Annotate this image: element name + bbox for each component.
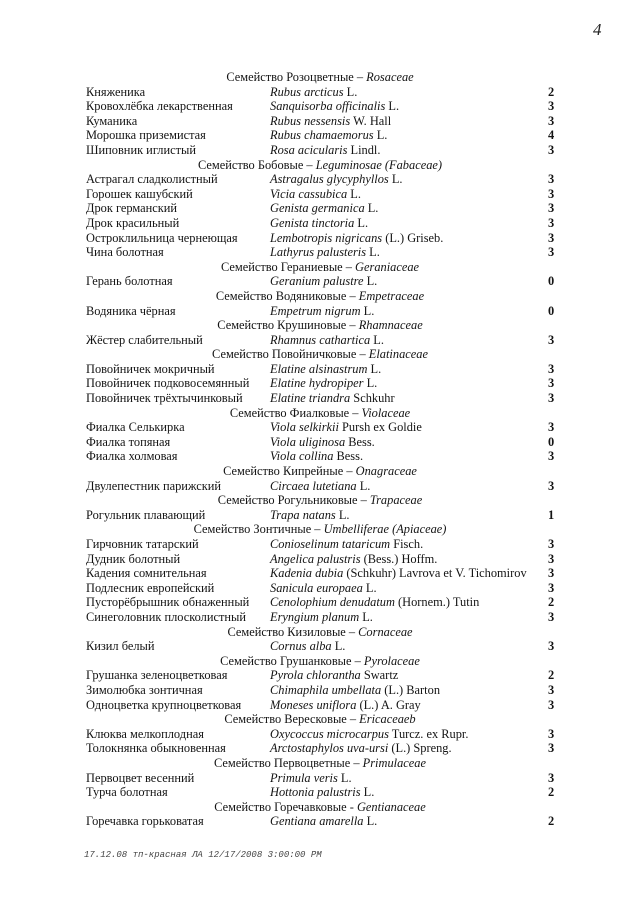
species-row bbox=[0, 566, 640, 581]
species-name-ru: Горошек кашубский bbox=[86, 186, 193, 201]
latin-binomial: Chimaphila umbellata bbox=[270, 682, 382, 697]
author-citation: L. bbox=[356, 478, 371, 493]
author-citation: L. bbox=[331, 639, 346, 654]
species-name-lat bbox=[270, 698, 421, 713]
family-name-ru: Семейство Повойничковые – bbox=[212, 347, 369, 362]
species-row bbox=[0, 216, 640, 231]
family-heading bbox=[0, 464, 640, 479]
species-row bbox=[0, 595, 640, 610]
species-name-lat bbox=[270, 552, 437, 567]
species-row bbox=[0, 420, 640, 435]
family-heading bbox=[0, 70, 640, 85]
species-row bbox=[0, 814, 640, 829]
latin-binomial: Kadenia dubia bbox=[270, 566, 344, 581]
family-name-ru: Семейство Кипрейные – bbox=[223, 464, 356, 479]
family-heading bbox=[0, 158, 640, 173]
family-name-ru: Семейство Гераниевые – bbox=[220, 259, 356, 274]
species-name-ru: Зимолюбка зонтичная bbox=[86, 682, 203, 697]
species-name-ru: Клюква мелкоплодная bbox=[86, 726, 204, 741]
latin-binomial: Empetrum nigrum bbox=[270, 303, 361, 318]
family-name-ru: Семейство Фиалковые – bbox=[229, 405, 362, 420]
latin-binomial: Viola collina bbox=[270, 449, 334, 464]
author-citation: L. bbox=[360, 785, 375, 800]
species-name-lat bbox=[270, 683, 440, 698]
species-row bbox=[0, 362, 640, 377]
species-row bbox=[0, 741, 640, 756]
rarity-category: 3 bbox=[548, 566, 555, 581]
latin-binomial: Oxycoccus microcarpus bbox=[270, 726, 389, 741]
author-citation: Bess. bbox=[333, 449, 364, 464]
species-name-ru: Дудник болотный bbox=[86, 551, 181, 566]
author-citation: Schkuhr bbox=[350, 391, 395, 406]
rarity-category: 2 bbox=[548, 84, 555, 99]
species-name-ru: Первоцвет весенний bbox=[86, 770, 195, 785]
author-citation: L. bbox=[354, 215, 369, 230]
species-name-ru: Грушанка зеленоцветковая bbox=[86, 668, 228, 683]
author-citation: Pursh ex Goldie bbox=[338, 420, 422, 435]
latin-binomial: Circaea lutetiana bbox=[270, 478, 357, 493]
author-citation: L. bbox=[364, 201, 379, 216]
species-name-ru: Куманика bbox=[86, 113, 138, 128]
species-name-ru: Водяника чёрная bbox=[86, 303, 176, 318]
author-citation: (L.) A. Gray bbox=[356, 697, 421, 712]
family-name-ru: Семейство Зонтичные – bbox=[193, 522, 324, 537]
author-citation: L. bbox=[337, 770, 352, 785]
family-name-lat: Ericaceaeb bbox=[359, 712, 416, 727]
species-name-ru: Толокнянка обыкновенная bbox=[86, 741, 226, 756]
species-row bbox=[0, 187, 640, 202]
rarity-category: 2 bbox=[548, 814, 555, 829]
family-heading bbox=[0, 712, 640, 727]
author-citation: Turcz. ex Rupr. bbox=[388, 726, 469, 741]
species-name-ru: Синеголовник плосколистный bbox=[86, 609, 246, 624]
species-row bbox=[0, 172, 640, 187]
family-heading bbox=[0, 289, 640, 304]
family-name-lat: Trapaceae bbox=[369, 493, 423, 508]
author-citation: (Hornem.) Tutin bbox=[394, 595, 480, 610]
rarity-category: 2 bbox=[548, 668, 555, 683]
species-name-ru: Остроклильница чернеющая bbox=[86, 230, 238, 245]
family-name-lat: Umbelliferae (Apiaceae) bbox=[323, 522, 447, 537]
latin-binomial: Conioselinum tataricum bbox=[270, 537, 391, 551]
family-name-ru: Семейство Первоцветные – bbox=[214, 755, 363, 770]
latin-binomial: Elatine alsinastrum bbox=[270, 361, 368, 376]
latin-binomial: Rubus arcticus bbox=[270, 84, 344, 99]
rarity-category: 3 bbox=[548, 420, 555, 435]
species-name-lat bbox=[270, 274, 377, 289]
species-name-ru: Горечавка горьковатая bbox=[86, 814, 204, 829]
species-row bbox=[0, 537, 640, 552]
species-name-ru: Фиалка топяная bbox=[86, 434, 171, 449]
species-name-lat bbox=[270, 420, 422, 435]
latin-binomial: Trapa natans bbox=[270, 507, 336, 522]
species-name-lat bbox=[270, 449, 363, 464]
latin-binomial: Lathyrus palusteris bbox=[270, 245, 367, 260]
author-citation: (L.) Spreng. bbox=[388, 741, 452, 756]
family-heading bbox=[0, 800, 640, 815]
species-name-ru: Дрок красильный bbox=[86, 215, 180, 230]
author-citation: L. bbox=[347, 186, 361, 201]
rarity-category: 3 bbox=[548, 726, 555, 741]
species-name-ru: Одноцветка крупноцветковая bbox=[86, 697, 242, 712]
species-name-ru: Кадения сомнительная bbox=[86, 566, 207, 581]
species-name-ru: Пусторёбрышник обнаженный bbox=[86, 595, 250, 610]
species-name-ru: Кровохлёбка лекарственная bbox=[86, 99, 233, 114]
species-name-ru: Рогульник плавающий bbox=[86, 507, 206, 522]
author-citation: Bess. bbox=[345, 434, 375, 449]
species-name-ru: Двулепестник парижский bbox=[86, 478, 222, 493]
species-name-lat bbox=[270, 362, 381, 377]
species-row bbox=[0, 201, 640, 216]
rarity-category: 3 bbox=[548, 245, 555, 260]
species-name-ru: Гирчовник татарский bbox=[86, 537, 199, 551]
latin-binomial: Hottonia palustris bbox=[270, 785, 361, 800]
family-name-ru: Семейство Кизиловые – bbox=[227, 624, 359, 639]
species-row bbox=[0, 245, 640, 260]
latin-binomial: Rosa acicularis bbox=[270, 142, 348, 157]
author-citation: L. bbox=[366, 245, 380, 260]
species-name-lat bbox=[270, 814, 377, 829]
species-name-ru: Дрок германский bbox=[86, 201, 178, 216]
latin-binomial: Cornus alba bbox=[270, 639, 332, 654]
species-name-ru: Астрагал сладколистный bbox=[86, 172, 218, 187]
species-name-lat bbox=[270, 668, 398, 683]
family-name-ru: Семейство Рогульниковые – bbox=[217, 493, 370, 508]
latin-binomial: Viola uliginosa bbox=[270, 434, 346, 449]
species-name-lat bbox=[270, 479, 370, 494]
family-name-lat: Pyrolaceae bbox=[363, 653, 420, 668]
species-row bbox=[0, 435, 640, 450]
species-row bbox=[0, 610, 640, 625]
species-name-ru: Турча болотная bbox=[86, 785, 168, 800]
latin-binomial: Sanquisorba officinalis bbox=[270, 99, 386, 114]
species-row bbox=[0, 508, 640, 523]
rarity-category: 3 bbox=[548, 682, 555, 697]
author-citation: L. bbox=[360, 303, 375, 318]
species-name-lat bbox=[270, 216, 368, 231]
family-name-lat: Onagraceae bbox=[355, 464, 417, 479]
family-name-ru: Семейство Розоцветные – bbox=[226, 70, 367, 84]
species-row bbox=[0, 639, 640, 654]
rarity-category: 0 bbox=[548, 303, 555, 318]
family-heading bbox=[0, 654, 640, 669]
rarity-category: 3 bbox=[548, 361, 555, 376]
species-name-ru: Кизил белый bbox=[86, 639, 155, 654]
species-row bbox=[0, 391, 640, 406]
species-row bbox=[0, 581, 640, 596]
species-name-lat bbox=[270, 639, 345, 654]
latin-binomial: Lembotropis nigricans bbox=[270, 230, 383, 245]
latin-binomial: Arctostaphylos uva-ursi bbox=[270, 741, 389, 756]
latin-binomial: Geranium palustre bbox=[270, 274, 364, 289]
rarity-category: 3 bbox=[548, 537, 555, 551]
species-name-lat bbox=[270, 727, 468, 742]
species-name-lat bbox=[270, 595, 479, 610]
rarity-category: 3 bbox=[548, 186, 555, 201]
species-name-ru: Герань болотная bbox=[86, 274, 173, 289]
latin-binomial: Elatine triandra bbox=[270, 391, 351, 406]
author-citation: L. bbox=[363, 376, 378, 391]
species-name-lat bbox=[270, 741, 452, 756]
page-number: 4 bbox=[593, 20, 602, 39]
latin-binomial: Vicia cassubica bbox=[270, 186, 348, 201]
species-name-lat bbox=[270, 245, 380, 260]
species-name-ru: Фиалка холмовая bbox=[86, 449, 178, 464]
rarity-category: 2 bbox=[548, 595, 555, 610]
latin-binomial: Rubus nessensis bbox=[270, 113, 351, 128]
rarity-category: 0 bbox=[548, 434, 555, 449]
latin-binomial: Rubus chamaemorus bbox=[270, 128, 374, 143]
rarity-category: 3 bbox=[548, 215, 555, 230]
species-row bbox=[0, 668, 640, 683]
latin-binomial: Gentiana amarella bbox=[270, 814, 364, 829]
species-row bbox=[0, 785, 640, 800]
family-heading bbox=[0, 260, 640, 275]
author-citation: L. bbox=[363, 814, 378, 829]
rarity-category: 3 bbox=[548, 201, 555, 216]
author-citation: L. bbox=[370, 332, 384, 347]
species-name-ru: Княженика bbox=[86, 84, 146, 99]
species-row bbox=[0, 333, 640, 348]
author-citation: L. bbox=[343, 84, 358, 99]
species-name-ru: Повойничек мокричный bbox=[86, 361, 215, 376]
family-name-lat: Rosaceae bbox=[366, 70, 414, 84]
rarity-category: 3 bbox=[548, 142, 555, 157]
latin-binomial: Elatine hydropiper bbox=[270, 376, 364, 391]
species-name-lat bbox=[270, 85, 357, 100]
rarity-category: 3 bbox=[548, 609, 555, 624]
family-name-lat: Gentianaceae bbox=[356, 799, 426, 814]
species-name-ru: Морошка приземистая bbox=[86, 128, 206, 143]
species-name-lat bbox=[270, 187, 361, 202]
family-name-ru: Семейство Вересковые – bbox=[224, 712, 360, 727]
family-name-lat: Rhamnaceae bbox=[358, 318, 423, 333]
family-name-ru: Семейство Крушиновые – bbox=[217, 318, 359, 333]
author-citation: Lindl. bbox=[347, 142, 381, 157]
family-heading bbox=[0, 347, 640, 362]
latin-binomial: Eryngium planum bbox=[270, 609, 360, 624]
family-name-lat: Elatinaceae bbox=[368, 347, 428, 362]
species-row bbox=[0, 698, 640, 713]
species-row bbox=[0, 85, 640, 100]
author-citation: (Bess.) Hoffm. bbox=[360, 551, 438, 566]
rarity-category: 3 bbox=[548, 639, 555, 654]
author-citation: L. bbox=[367, 361, 382, 376]
rarity-category: 2 bbox=[548, 785, 555, 800]
rarity-category: 1 bbox=[548, 507, 555, 522]
rarity-category: 3 bbox=[548, 230, 555, 245]
rarity-category: 3 bbox=[548, 697, 555, 712]
species-row bbox=[0, 449, 640, 464]
species-list bbox=[0, 70, 640, 829]
rarity-category: 3 bbox=[548, 551, 555, 566]
species-row bbox=[0, 274, 640, 289]
family-name-lat: Primulaceae bbox=[362, 755, 426, 770]
family-name-lat: Geraniaceae bbox=[355, 259, 420, 274]
author-citation: (L.) Barton bbox=[381, 682, 441, 697]
family-name-lat: Cornaceae bbox=[358, 624, 413, 639]
author-citation: L. bbox=[359, 609, 373, 624]
latin-binomial: Genista germanica bbox=[270, 201, 365, 216]
family-heading bbox=[0, 625, 640, 640]
species-row bbox=[0, 114, 640, 129]
rarity-category: 3 bbox=[548, 113, 555, 128]
rarity-category: 3 bbox=[548, 741, 555, 756]
species-name-lat bbox=[270, 333, 384, 348]
species-row bbox=[0, 552, 640, 567]
species-name-ru: Повойничек трёхтычинковый bbox=[86, 391, 243, 406]
species-name-lat bbox=[270, 128, 387, 143]
rarity-category: 3 bbox=[548, 580, 555, 595]
author-citation: L. bbox=[362, 580, 377, 595]
rarity-category: 3 bbox=[548, 332, 555, 347]
rarity-category: 0 bbox=[548, 274, 555, 289]
species-name-lat bbox=[270, 610, 373, 625]
latin-binomial: Genista tinctoria bbox=[270, 215, 355, 230]
species-name-lat bbox=[270, 99, 399, 114]
species-name-ru: Повойничек подковосемянный bbox=[86, 376, 250, 391]
family-name-ru: Семейство Грушанковые – bbox=[220, 653, 364, 668]
species-row bbox=[0, 304, 640, 319]
latin-binomial: Angelica palustris bbox=[270, 551, 361, 566]
species-name-lat bbox=[270, 566, 527, 581]
family-name-lat: Violaceae bbox=[361, 405, 411, 420]
print-footer: 17.12.08 тп-красная ЛА 12/17/2008 3:00:00 PM bbox=[84, 850, 322, 860]
species-name-ru: Жёстер слабительный bbox=[86, 332, 203, 347]
latin-binomial: Rhamnus cathartica bbox=[270, 332, 371, 347]
family-name-ru: Семейство Бобовые – bbox=[197, 157, 316, 172]
species-row bbox=[0, 376, 640, 391]
latin-binomial: Astragalus glycyphyllos bbox=[270, 172, 389, 187]
latin-binomial: Cenolophium denudatum bbox=[270, 595, 395, 610]
family-heading bbox=[0, 493, 640, 508]
species-name-ru: Фиалка Селькирка bbox=[86, 420, 185, 435]
family-name-lat: Empetraceae bbox=[358, 288, 425, 303]
latin-binomial: Pyrola chlorantha bbox=[270, 668, 361, 683]
species-name-ru: Шиповник иглистый bbox=[86, 142, 196, 157]
species-name-lat bbox=[270, 231, 443, 246]
rarity-category: 3 bbox=[548, 478, 555, 493]
species-name-lat bbox=[270, 771, 352, 786]
species-row bbox=[0, 99, 640, 114]
species-row bbox=[0, 128, 640, 143]
author-citation: Fisch. bbox=[390, 537, 424, 551]
latin-binomial: Primula veris bbox=[270, 770, 338, 785]
rarity-category: 3 bbox=[548, 391, 555, 406]
species-row bbox=[0, 683, 640, 698]
species-name-lat bbox=[270, 201, 378, 216]
family-heading bbox=[0, 756, 640, 771]
species-name-lat bbox=[270, 508, 350, 523]
species-name-lat bbox=[270, 537, 423, 552]
species-name-lat bbox=[270, 172, 403, 187]
author-citation: L. bbox=[385, 99, 400, 114]
species-name-lat bbox=[270, 581, 377, 596]
author-citation: (L.) Griseb. bbox=[382, 230, 444, 245]
rarity-category: 3 bbox=[548, 376, 555, 391]
rarity-category: 3 bbox=[548, 99, 555, 114]
family-name-lat: Leguminosae (Fabaceae) bbox=[315, 157, 443, 172]
species-name-lat bbox=[270, 785, 374, 800]
species-name-ru: Чина болотная bbox=[86, 245, 164, 260]
latin-binomial: Sanicula europaea bbox=[270, 580, 363, 595]
author-citation: Swartz bbox=[360, 668, 399, 683]
species-name-ru: Подлесник европейский bbox=[86, 580, 215, 595]
family-name-ru: Семейство Горечавковые - bbox=[214, 799, 357, 814]
species-name-lat bbox=[270, 435, 375, 450]
latin-binomial: Moneses uniflora bbox=[270, 697, 357, 712]
author-citation: L. bbox=[363, 274, 378, 289]
species-name-lat bbox=[270, 304, 374, 319]
species-name-lat bbox=[270, 114, 391, 129]
rarity-category: 3 bbox=[548, 770, 555, 785]
species-name-lat bbox=[270, 143, 380, 158]
species-row bbox=[0, 727, 640, 742]
species-name-lat bbox=[270, 376, 377, 391]
family-heading bbox=[0, 318, 640, 333]
rarity-category: 3 bbox=[548, 172, 555, 187]
family-heading bbox=[0, 406, 640, 421]
author-citation: (Schkuhr) Lavrova et V. Tichomirov bbox=[343, 566, 527, 581]
species-row bbox=[0, 771, 640, 786]
latin-binomial: Viola selkirkii bbox=[270, 420, 339, 435]
rarity-category: 3 bbox=[548, 449, 555, 464]
family-heading bbox=[0, 522, 640, 537]
species-row bbox=[0, 143, 640, 158]
species-row bbox=[0, 479, 640, 494]
family-name-ru: Семейство Водяниковые – bbox=[215, 288, 359, 303]
species-name-lat bbox=[270, 391, 395, 406]
author-citation: L. bbox=[388, 172, 403, 187]
rarity-category: 4 bbox=[548, 128, 555, 143]
author-citation: W. Hall bbox=[350, 113, 392, 128]
author-citation: L. bbox=[373, 128, 388, 143]
author-citation: L. bbox=[335, 507, 350, 522]
species-row bbox=[0, 231, 640, 246]
